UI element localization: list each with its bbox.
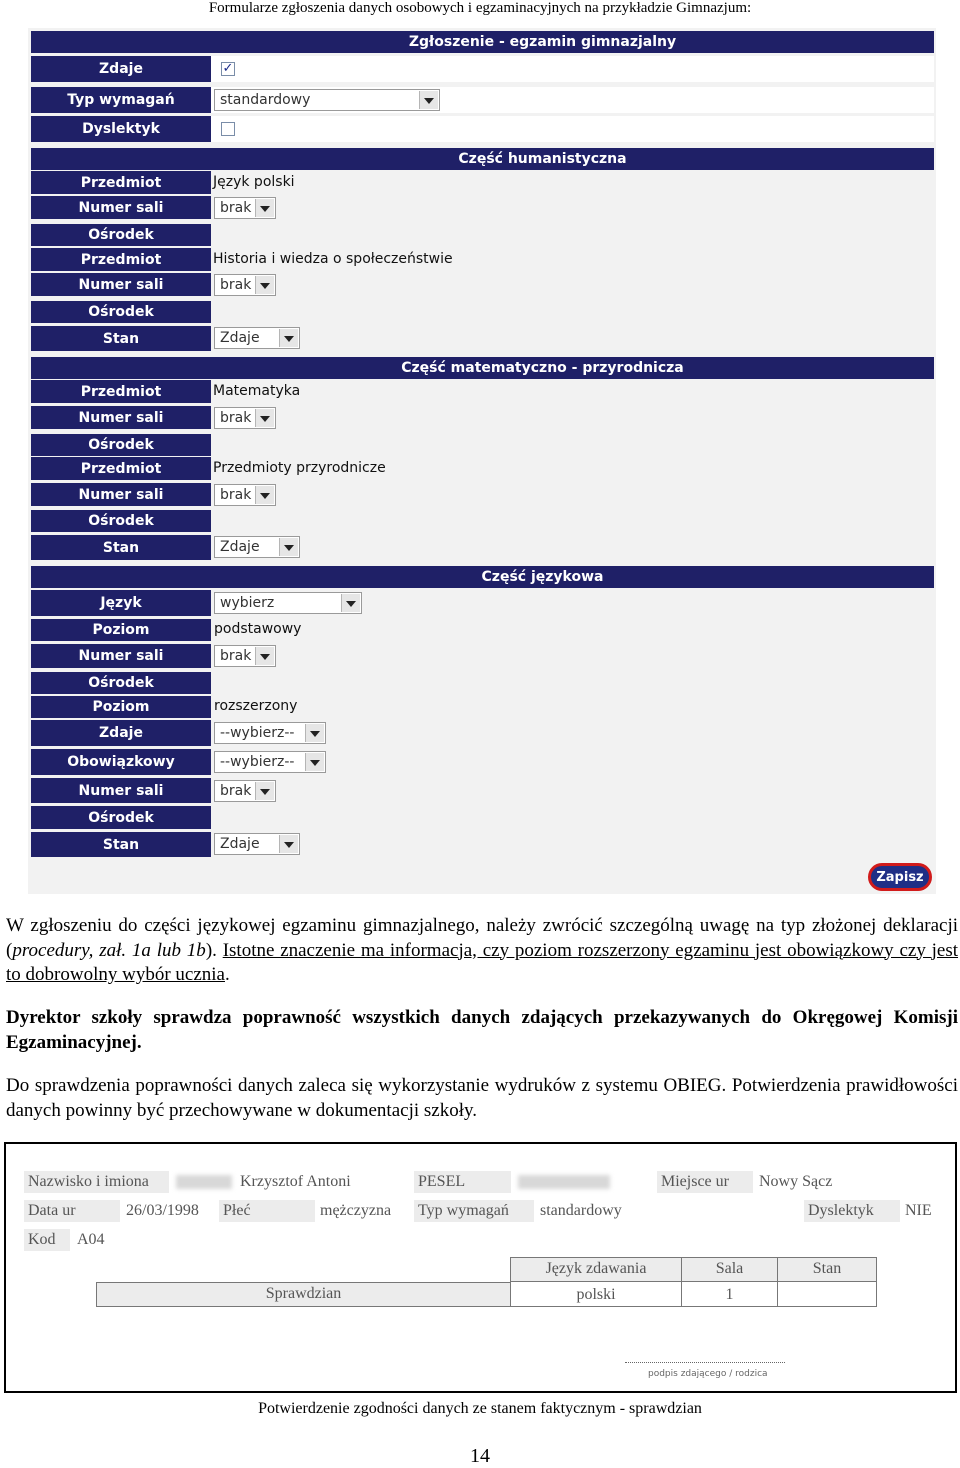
subject-value: Przedmioty przyrodnicze xyxy=(213,460,386,476)
przedmiot-label: Przedmiot xyxy=(31,171,211,194)
printout-value: Krzysztof Antoni xyxy=(240,1173,351,1190)
printout-label: Płeć xyxy=(219,1200,315,1222)
obowiazkowy-select[interactable]: --wybierz-- xyxy=(214,751,326,773)
table-row-label: Sprawdzian xyxy=(97,1283,510,1306)
dyslektyk-field xyxy=(211,116,934,142)
redacted-pesel xyxy=(518,1175,610,1189)
printout-label: Kod xyxy=(24,1229,70,1251)
chevron-down-icon xyxy=(305,724,324,742)
chevron-down-icon xyxy=(255,199,274,217)
chevron-down-icon xyxy=(419,91,438,109)
printout-label: Nazwisko i imiona xyxy=(24,1171,169,1193)
chevron-down-icon xyxy=(279,835,298,853)
dyslektyk-label: Dyslektyk xyxy=(31,116,211,142)
chevron-down-icon xyxy=(279,329,298,347)
osrodek-label: Ośrodek xyxy=(31,434,211,456)
stan-label: Stan xyxy=(31,832,211,857)
przedmiot-label: Przedmiot xyxy=(31,380,211,403)
zdaje-label: Zdaje xyxy=(31,56,211,82)
numer-sali-label: Numer sali xyxy=(31,273,211,296)
zdaje-field xyxy=(211,56,934,82)
table-divider xyxy=(511,1281,876,1282)
chevron-down-icon xyxy=(341,594,360,612)
chevron-down-icon xyxy=(305,753,324,771)
numer-sali-label: Numer sali xyxy=(31,406,211,429)
numer-sali-label: Numer sali xyxy=(31,644,211,668)
chevron-down-icon xyxy=(255,782,274,800)
obowiazkowy-label: Obowiązkowy xyxy=(31,749,211,775)
document-header: Formularze zgłoszenia danych osobowych i egzaminacyjnych na przykładzie Gimnazjum: xyxy=(208,0,752,16)
table-cell: polski xyxy=(576,1286,616,1303)
printout-label: Dyslektyk xyxy=(804,1200,900,1222)
stan-label: Stan xyxy=(31,326,211,351)
numer-sali-select[interactable]: brak xyxy=(214,780,276,802)
printout-value: A04 xyxy=(77,1231,105,1248)
przedmiot-label: Przedmiot xyxy=(31,457,211,480)
numer-sali-select[interactable]: brak xyxy=(214,197,276,219)
subject-value: Matematyka xyxy=(213,383,301,399)
table-header: Język zdawania xyxy=(511,1258,681,1281)
poziom-label: Poziom xyxy=(31,696,211,718)
paragraph-2: Dyrektor szkoły sprawdza poprawność wszystkich danych zdających przekazywanych do Okręgowej Komisji Egzaminacyjnej. xyxy=(6,1007,958,1053)
zapisz-button[interactable]: Zapisz xyxy=(868,863,932,891)
printout-label: PESEL xyxy=(414,1171,511,1193)
printout-label: Miejsce ur xyxy=(657,1171,753,1193)
osrodek-label: Ośrodek xyxy=(31,510,211,532)
section-humanistyczna: Część humanistyczna xyxy=(31,148,934,170)
poziom-value: podstawowy xyxy=(214,621,302,637)
table-header: Stan xyxy=(778,1258,876,1281)
page-number: 14 xyxy=(470,1445,490,1467)
numer-sali-select[interactable]: brak xyxy=(214,274,276,296)
numer-sali-select[interactable]: brak xyxy=(214,407,276,429)
table-header: Sala xyxy=(682,1258,777,1281)
printout-value: mężczyzna xyxy=(320,1202,392,1219)
chevron-down-icon xyxy=(279,538,298,556)
printout-value: Nowy Sącz xyxy=(759,1173,833,1190)
signature-caption: podpis zdającego / rodzica xyxy=(648,1369,768,1379)
osrodek-label: Ośrodek xyxy=(31,224,211,246)
numer-sali-label: Numer sali xyxy=(31,778,211,803)
numer-sali-label: Numer sali xyxy=(31,483,211,506)
dyslektyk-checkbox[interactable] xyxy=(221,122,235,136)
table-cell: 1 xyxy=(725,1286,734,1303)
typ-wymagan-select[interactable]: standardowy xyxy=(214,89,440,111)
numer-sali-select[interactable]: brak xyxy=(214,645,276,667)
poziom-label: Poziom xyxy=(31,619,211,641)
section-jezykowa: Część językowa xyxy=(31,566,934,588)
numer-sali-select[interactable]: brak xyxy=(214,484,276,506)
osrodek-label: Ośrodek xyxy=(31,301,211,323)
jezyk-label: Język xyxy=(31,590,211,616)
chevron-down-icon xyxy=(255,647,274,665)
zdaje-label: Zdaje xyxy=(31,720,211,746)
numer-sali-label: Numer sali xyxy=(31,196,211,219)
paragraph-1: W zgłoszeniu do części językowej egzaminu gimnazjalnego, należy zwrócić szczególną uwagę na typ złożonej deklaracji (procedury, zał. 1a lub 1b). Istotne znaczenie ma informacja, czy poziom rozszerzony egzaminu jest obowiązkowy czy jest to dobrowolny wybór ucznia. xyxy=(6,915,959,985)
printout-value: 26/03/1998 xyxy=(126,1202,199,1219)
table-divider xyxy=(681,1258,682,1306)
printout-label: Data ur xyxy=(24,1200,120,1222)
osrodek-label: Ośrodek xyxy=(31,672,211,694)
stan-label: Stan xyxy=(31,535,211,560)
printout-value: NIE xyxy=(905,1202,932,1219)
subject-value: Język polski xyxy=(213,174,295,190)
printout-value: standardowy xyxy=(540,1202,622,1219)
figure-caption: Potwierdzenie zgodności danych ze stanem faktycznym - sprawdzian xyxy=(258,1400,702,1417)
chevron-down-icon xyxy=(255,276,274,294)
typ-wymagan-label: Typ wymagań xyxy=(31,87,211,113)
form-title: Zgłoszenie - egzamin gimnazjalny xyxy=(31,31,934,53)
printout-label: Typ wymagań xyxy=(414,1200,534,1222)
table-cell xyxy=(778,1284,876,1306)
poziom-value: rozszerzony xyxy=(214,698,298,714)
jezyk-select[interactable]: wybierz xyxy=(214,592,362,614)
zdaje-checkbox[interactable]: ✓ xyxy=(222,61,234,76)
stan-select[interactable]: Zdaje xyxy=(214,536,300,558)
redacted-surname xyxy=(176,1175,232,1189)
zdaje-select[interactable]: --wybierz-- xyxy=(214,722,326,744)
table-divider xyxy=(777,1258,778,1306)
osrodek-label: Ośrodek xyxy=(31,806,211,829)
chevron-down-icon xyxy=(255,486,274,504)
section-matematyczno-przyrodnicza: Część matematyczno - przyrodnicza xyxy=(31,357,934,379)
subject-value: Historia i wiedza o społeczeństwie xyxy=(213,251,453,267)
przedmiot-label: Przedmiot xyxy=(31,248,211,271)
chevron-down-icon xyxy=(255,409,274,427)
signature-line xyxy=(625,1362,785,1363)
paragraph-3: Do sprawdzenia poprawności danych zaleca się wykorzystanie wydruków z systemu OBIEG. Potwierdzenia prawidłowości danych powinny być przechowywane w dokumentacji szkoły. xyxy=(6,1075,958,1121)
stan-select[interactable]: Zdaje xyxy=(214,327,300,349)
stan-select[interactable]: Zdaje xyxy=(214,833,300,855)
